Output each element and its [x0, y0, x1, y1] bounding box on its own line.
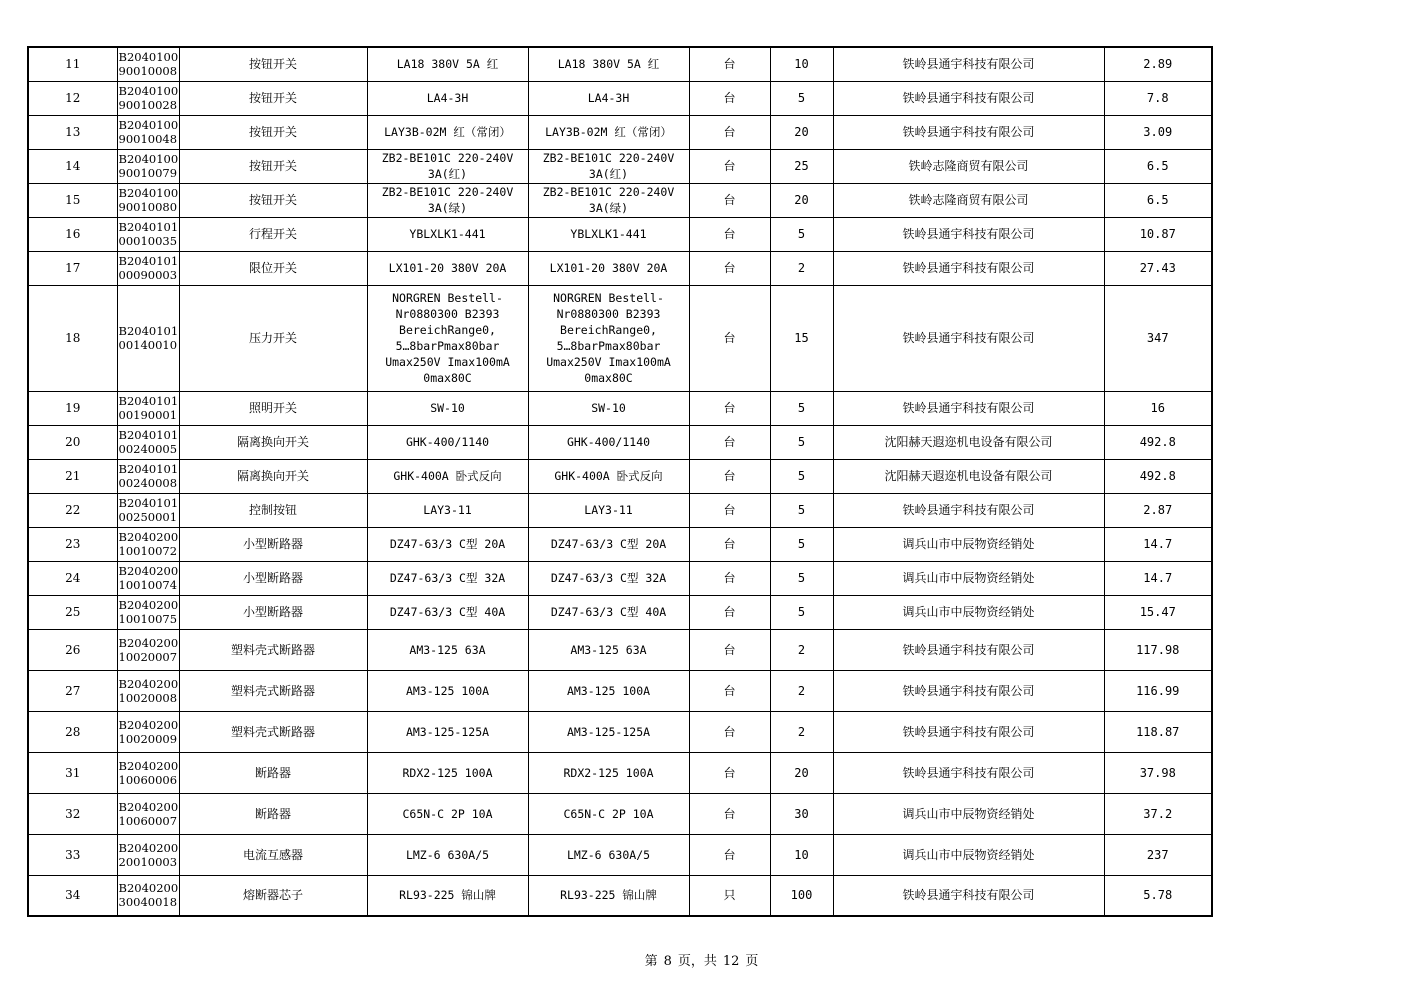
cell-model: LAY3B-02M 红（常闭） [528, 115, 689, 149]
cell-material-code: B204020030040018 [117, 875, 179, 916]
cell-supplier: 调兵山市中辰物资经销处 [833, 561, 1104, 595]
cell-material-code: B204020010020009 [117, 711, 179, 752]
cell-row-number: 31 [28, 752, 117, 793]
table-row [28, 561, 1212, 595]
table-row [28, 711, 1212, 752]
cell-specification: DZ47-63/3 C型 20A [367, 527, 528, 561]
cell-material-name: 隔离换向开关 [179, 459, 367, 493]
cell-model: ZB2-BE101C 220-240V 3A(红) [528, 149, 689, 183]
cell-material-code: B204010090010048 [117, 115, 179, 149]
cell-quantity: 30 [770, 793, 833, 834]
cell-row-number: 26 [28, 629, 117, 670]
cell-model: DZ47-63/3 C型 20A [528, 527, 689, 561]
cell-row-number: 20 [28, 425, 117, 459]
cell-quantity: 2 [770, 629, 833, 670]
cell-material-name: 按钮开关 [179, 115, 367, 149]
cell-model: C65N-C 2P 10A [528, 793, 689, 834]
table-row [28, 149, 1212, 183]
cell-row-number: 21 [28, 459, 117, 493]
cell-material-code: B204010100240005 [117, 425, 179, 459]
cell-quantity: 2 [770, 251, 833, 285]
cell-supplier: 铁岭县通宇科技有限公司 [833, 115, 1104, 149]
cell-specification: LA18 380V 5A 红 [367, 47, 528, 81]
cell-unit: 台 [689, 793, 770, 834]
cell-supplier: 调兵山市中辰物资经销处 [833, 834, 1104, 875]
cell-supplier: 铁岭县通宇科技有限公司 [833, 670, 1104, 711]
cell-model: LAY3-11 [528, 493, 689, 527]
cell-unit: 台 [689, 149, 770, 183]
cell-unit-price: 6.5 [1104, 183, 1212, 217]
table-row [28, 391, 1212, 425]
cell-unit: 台 [689, 81, 770, 115]
cell-supplier: 铁岭县通宇科技有限公司 [833, 81, 1104, 115]
table-row [28, 251, 1212, 285]
cell-unit-price: 5.78 [1104, 875, 1212, 916]
cell-specification: NORGREN Bestell- Nr0880300 B2393 BereichRange0, 5…8barPmax80bar Umax250V Imax100mA 0max80C [367, 285, 528, 391]
cell-specification: AM3-125-125A [367, 711, 528, 752]
cell-supplier: 沈阳赫天遐迩机电设备有限公司 [833, 459, 1104, 493]
cell-model: AM3-125 100A [528, 670, 689, 711]
table-row [28, 595, 1212, 629]
cell-unit: 台 [689, 670, 770, 711]
cell-model: SW-10 [528, 391, 689, 425]
cell-specification: AM3-125 63A [367, 629, 528, 670]
cell-quantity: 5 [770, 527, 833, 561]
cell-material-code: B204010100090003 [117, 251, 179, 285]
cell-supplier: 铁岭县通宇科技有限公司 [833, 285, 1104, 391]
cell-material-name: 小型断路器 [179, 561, 367, 595]
cell-unit-price: 237 [1104, 834, 1212, 875]
table-row [28, 493, 1212, 527]
cell-supplier: 铁岭县通宇科技有限公司 [833, 752, 1104, 793]
cell-unit: 台 [689, 711, 770, 752]
cell-row-number: 24 [28, 561, 117, 595]
cell-row-number: 22 [28, 493, 117, 527]
cell-model: DZ47-63/3 C型 32A [528, 561, 689, 595]
cell-material-name: 小型断路器 [179, 595, 367, 629]
cell-material-name: 电流互感器 [179, 834, 367, 875]
table-row [28, 459, 1212, 493]
cell-unit-price: 10.87 [1104, 217, 1212, 251]
table-row [28, 834, 1212, 875]
cell-specification: GHK-400A 卧式反向 [367, 459, 528, 493]
table-row [28, 793, 1212, 834]
cell-supplier: 沈阳赫天遐迩机电设备有限公司 [833, 425, 1104, 459]
cell-row-number: 14 [28, 149, 117, 183]
cell-unit: 台 [689, 251, 770, 285]
cell-material-name: 塑料壳式断路器 [179, 711, 367, 752]
table-row [28, 527, 1212, 561]
cell-unit-price: 118.87 [1104, 711, 1212, 752]
cell-material-name: 行程开关 [179, 217, 367, 251]
cell-supplier: 铁岭县通宇科技有限公司 [833, 217, 1104, 251]
table-row [28, 425, 1212, 459]
cell-specification: ZB2-BE101C 220-240V 3A(绿) [367, 183, 528, 217]
cell-material-code: B204020010020008 [117, 670, 179, 711]
cell-model: GHK-400/1140 [528, 425, 689, 459]
cell-material-code: B204020010060006 [117, 752, 179, 793]
cell-unit-price: 2.87 [1104, 493, 1212, 527]
cell-unit: 台 [689, 561, 770, 595]
cell-specification: ZB2-BE101C 220-240V 3A(红) [367, 149, 528, 183]
cell-supplier: 铁岭县通宇科技有限公司 [833, 47, 1104, 81]
cell-unit-price: 16 [1104, 391, 1212, 425]
cell-specification: C65N-C 2P 10A [367, 793, 528, 834]
cell-row-number: 34 [28, 875, 117, 916]
cell-unit-price: 14.7 [1104, 527, 1212, 561]
cell-specification: RDX2-125 100A [367, 752, 528, 793]
cell-unit-price: 15.47 [1104, 595, 1212, 629]
cell-material-code: B204020010020007 [117, 629, 179, 670]
cell-quantity: 5 [770, 595, 833, 629]
cell-unit: 台 [689, 115, 770, 149]
cell-unit: 只 [689, 875, 770, 916]
cell-material-code: B204010090010028 [117, 81, 179, 115]
cell-supplier: 铁岭县通宇科技有限公司 [833, 629, 1104, 670]
cell-specification: YBLXLK1-441 [367, 217, 528, 251]
cell-material-code: B204010100010035 [117, 217, 179, 251]
cell-supplier: 铁岭志隆商贸有限公司 [833, 183, 1104, 217]
cell-material-name: 小型断路器 [179, 527, 367, 561]
cell-model: LA4-3H [528, 81, 689, 115]
cell-model: DZ47-63/3 C型 40A [528, 595, 689, 629]
cell-specification: RL93-225 锦山牌 [367, 875, 528, 916]
cell-unit-price: 2.89 [1104, 47, 1212, 81]
cell-quantity: 20 [770, 183, 833, 217]
cell-material-code: B204020010010075 [117, 595, 179, 629]
cell-row-number: 33 [28, 834, 117, 875]
cell-supplier: 铁岭县通宇科技有限公司 [833, 875, 1104, 916]
cell-quantity: 15 [770, 285, 833, 391]
cell-unit: 台 [689, 47, 770, 81]
cell-row-number: 19 [28, 391, 117, 425]
cell-supplier: 铁岭县通宇科技有限公司 [833, 251, 1104, 285]
cell-material-code: B204010100190001 [117, 391, 179, 425]
cell-material-name: 按钮开关 [179, 149, 367, 183]
cell-material-code: B204020020010003 [117, 834, 179, 875]
cell-material-name: 塑料壳式断路器 [179, 629, 367, 670]
table-row [28, 670, 1212, 711]
cell-quantity: 20 [770, 115, 833, 149]
cell-material-name: 按钮开关 [179, 183, 367, 217]
cell-material-code: B204020010060007 [117, 793, 179, 834]
cell-material-name: 照明开关 [179, 391, 367, 425]
cell-specification: GHK-400/1140 [367, 425, 528, 459]
cell-row-number: 13 [28, 115, 117, 149]
footer-total-pages: 12 [722, 954, 740, 969]
cell-row-number: 27 [28, 670, 117, 711]
cell-material-code: B204020010010074 [117, 561, 179, 595]
cell-material-code: B204010100240008 [117, 459, 179, 493]
table-row [28, 115, 1212, 149]
cell-quantity: 2 [770, 670, 833, 711]
table-row [28, 47, 1212, 81]
cell-specification: LX101-20 380V 20A [367, 251, 528, 285]
cell-unit-price: 27.43 [1104, 251, 1212, 285]
cell-unit-price: 116.99 [1104, 670, 1212, 711]
table-row [28, 183, 1212, 217]
materials-table [27, 46, 1213, 917]
cell-quantity: 10 [770, 47, 833, 81]
cell-material-code: B204010100250001 [117, 493, 179, 527]
cell-supplier: 铁岭志隆商贸有限公司 [833, 149, 1104, 183]
cell-unit: 台 [689, 834, 770, 875]
table-row [28, 81, 1212, 115]
cell-supplier: 铁岭县通宇科技有限公司 [833, 711, 1104, 752]
cell-unit: 台 [689, 391, 770, 425]
cell-unit: 台 [689, 595, 770, 629]
cell-supplier: 铁岭县通宇科技有限公司 [833, 391, 1104, 425]
cell-unit-price: 37.98 [1104, 752, 1212, 793]
cell-specification: AM3-125 100A [367, 670, 528, 711]
cell-specification: DZ47-63/3 C型 40A [367, 595, 528, 629]
cell-row-number: 17 [28, 251, 117, 285]
cell-supplier: 调兵山市中辰物资经销处 [833, 527, 1104, 561]
cell-model: RL93-225 锦山牌 [528, 875, 689, 916]
cell-quantity: 5 [770, 493, 833, 527]
cell-material-name: 断路器 [179, 752, 367, 793]
cell-unit: 台 [689, 285, 770, 391]
cell-unit: 台 [689, 425, 770, 459]
cell-unit-price: 492.8 [1104, 459, 1212, 493]
cell-model: LMZ-6 630A/5 [528, 834, 689, 875]
cell-material-name: 熔断器芯子 [179, 875, 367, 916]
cell-unit-price: 37.2 [1104, 793, 1212, 834]
cell-material-name: 断路器 [179, 793, 367, 834]
cell-row-number: 18 [28, 285, 117, 391]
cell-quantity: 100 [770, 875, 833, 916]
cell-model: ZB2-BE101C 220-240V 3A(绿) [528, 183, 689, 217]
cell-material-name: 按钮开关 [179, 47, 367, 81]
cell-unit-price: 347 [1104, 285, 1212, 391]
table-row [28, 217, 1212, 251]
cell-specification: SW-10 [367, 391, 528, 425]
cell-material-name: 按钮开关 [179, 81, 367, 115]
table-row [28, 629, 1212, 670]
cell-material-code: B204020010010072 [117, 527, 179, 561]
table-row [28, 752, 1212, 793]
cell-material-name: 塑料壳式断路器 [179, 670, 367, 711]
footer-mid: 页，共 [677, 954, 717, 969]
cell-unit: 台 [689, 183, 770, 217]
cell-model: AM3-125 63A [528, 629, 689, 670]
footer-suffix: 页 [745, 954, 759, 969]
cell-quantity: 2 [770, 711, 833, 752]
cell-specification: LAY3B-02M 红（常闭） [367, 115, 528, 149]
cell-unit: 台 [689, 459, 770, 493]
cell-row-number: 16 [28, 217, 117, 251]
cell-quantity: 5 [770, 81, 833, 115]
cell-unit-price: 14.7 [1104, 561, 1212, 595]
cell-material-code: B204010090010080 [117, 183, 179, 217]
cell-row-number: 32 [28, 793, 117, 834]
cell-supplier: 调兵山市中辰物资经销处 [833, 793, 1104, 834]
cell-unit-price: 117.98 [1104, 629, 1212, 670]
cell-model: GHK-400A 卧式反向 [528, 459, 689, 493]
cell-quantity: 10 [770, 834, 833, 875]
cell-unit-price: 6.5 [1104, 149, 1212, 183]
table-body [28, 47, 1212, 916]
cell-specification: LMZ-6 630A/5 [367, 834, 528, 875]
cell-row-number: 28 [28, 711, 117, 752]
cell-unit-price: 7.8 [1104, 81, 1212, 115]
cell-unit-price: 492.8 [1104, 425, 1212, 459]
cell-row-number: 12 [28, 81, 117, 115]
footer-page-number: 8 [663, 954, 672, 969]
cell-unit: 台 [689, 217, 770, 251]
cell-model: AM3-125-125A [528, 711, 689, 752]
cell-quantity: 5 [770, 217, 833, 251]
cell-material-name: 隔离换向开关 [179, 425, 367, 459]
cell-row-number: 25 [28, 595, 117, 629]
cell-quantity: 25 [770, 149, 833, 183]
cell-material-name: 控制按钮 [179, 493, 367, 527]
cell-model: YBLXLK1-441 [528, 217, 689, 251]
cell-model: RDX2-125 100A [528, 752, 689, 793]
table-row [28, 875, 1212, 916]
footer-prefix: 第 [644, 954, 658, 969]
cell-supplier: 铁岭县通宇科技有限公司 [833, 493, 1104, 527]
cell-material-name: 限位开关 [179, 251, 367, 285]
cell-specification: DZ47-63/3 C型 32A [367, 561, 528, 595]
cell-unit: 台 [689, 493, 770, 527]
cell-quantity: 20 [770, 752, 833, 793]
page-footer [0, 950, 1403, 969]
cell-row-number: 23 [28, 527, 117, 561]
cell-quantity: 5 [770, 391, 833, 425]
cell-supplier: 调兵山市中辰物资经销处 [833, 595, 1104, 629]
cell-specification: LAY3-11 [367, 493, 528, 527]
cell-specification: LA4-3H [367, 81, 528, 115]
cell-material-code: B204010100140010 [117, 285, 179, 391]
cell-row-number: 15 [28, 183, 117, 217]
cell-quantity: 5 [770, 425, 833, 459]
cell-material-name: 压力开关 [179, 285, 367, 391]
cell-unit: 台 [689, 752, 770, 793]
cell-unit-price: 3.09 [1104, 115, 1212, 149]
cell-model: NORGREN Bestell- Nr0880300 B2393 BereichRange0, 5…8barPmax80bar Umax250V Imax100mA 0max80C [528, 285, 689, 391]
cell-material-code: B204010090010008 [117, 47, 179, 81]
cell-quantity: 5 [770, 459, 833, 493]
table-row [28, 285, 1212, 391]
cell-unit: 台 [689, 527, 770, 561]
cell-model: LX101-20 380V 20A [528, 251, 689, 285]
cell-unit: 台 [689, 629, 770, 670]
cell-quantity: 5 [770, 561, 833, 595]
cell-model: LA18 380V 5A 红 [528, 47, 689, 81]
cell-row-number: 11 [28, 47, 117, 81]
cell-material-code: B204010090010079 [117, 149, 179, 183]
